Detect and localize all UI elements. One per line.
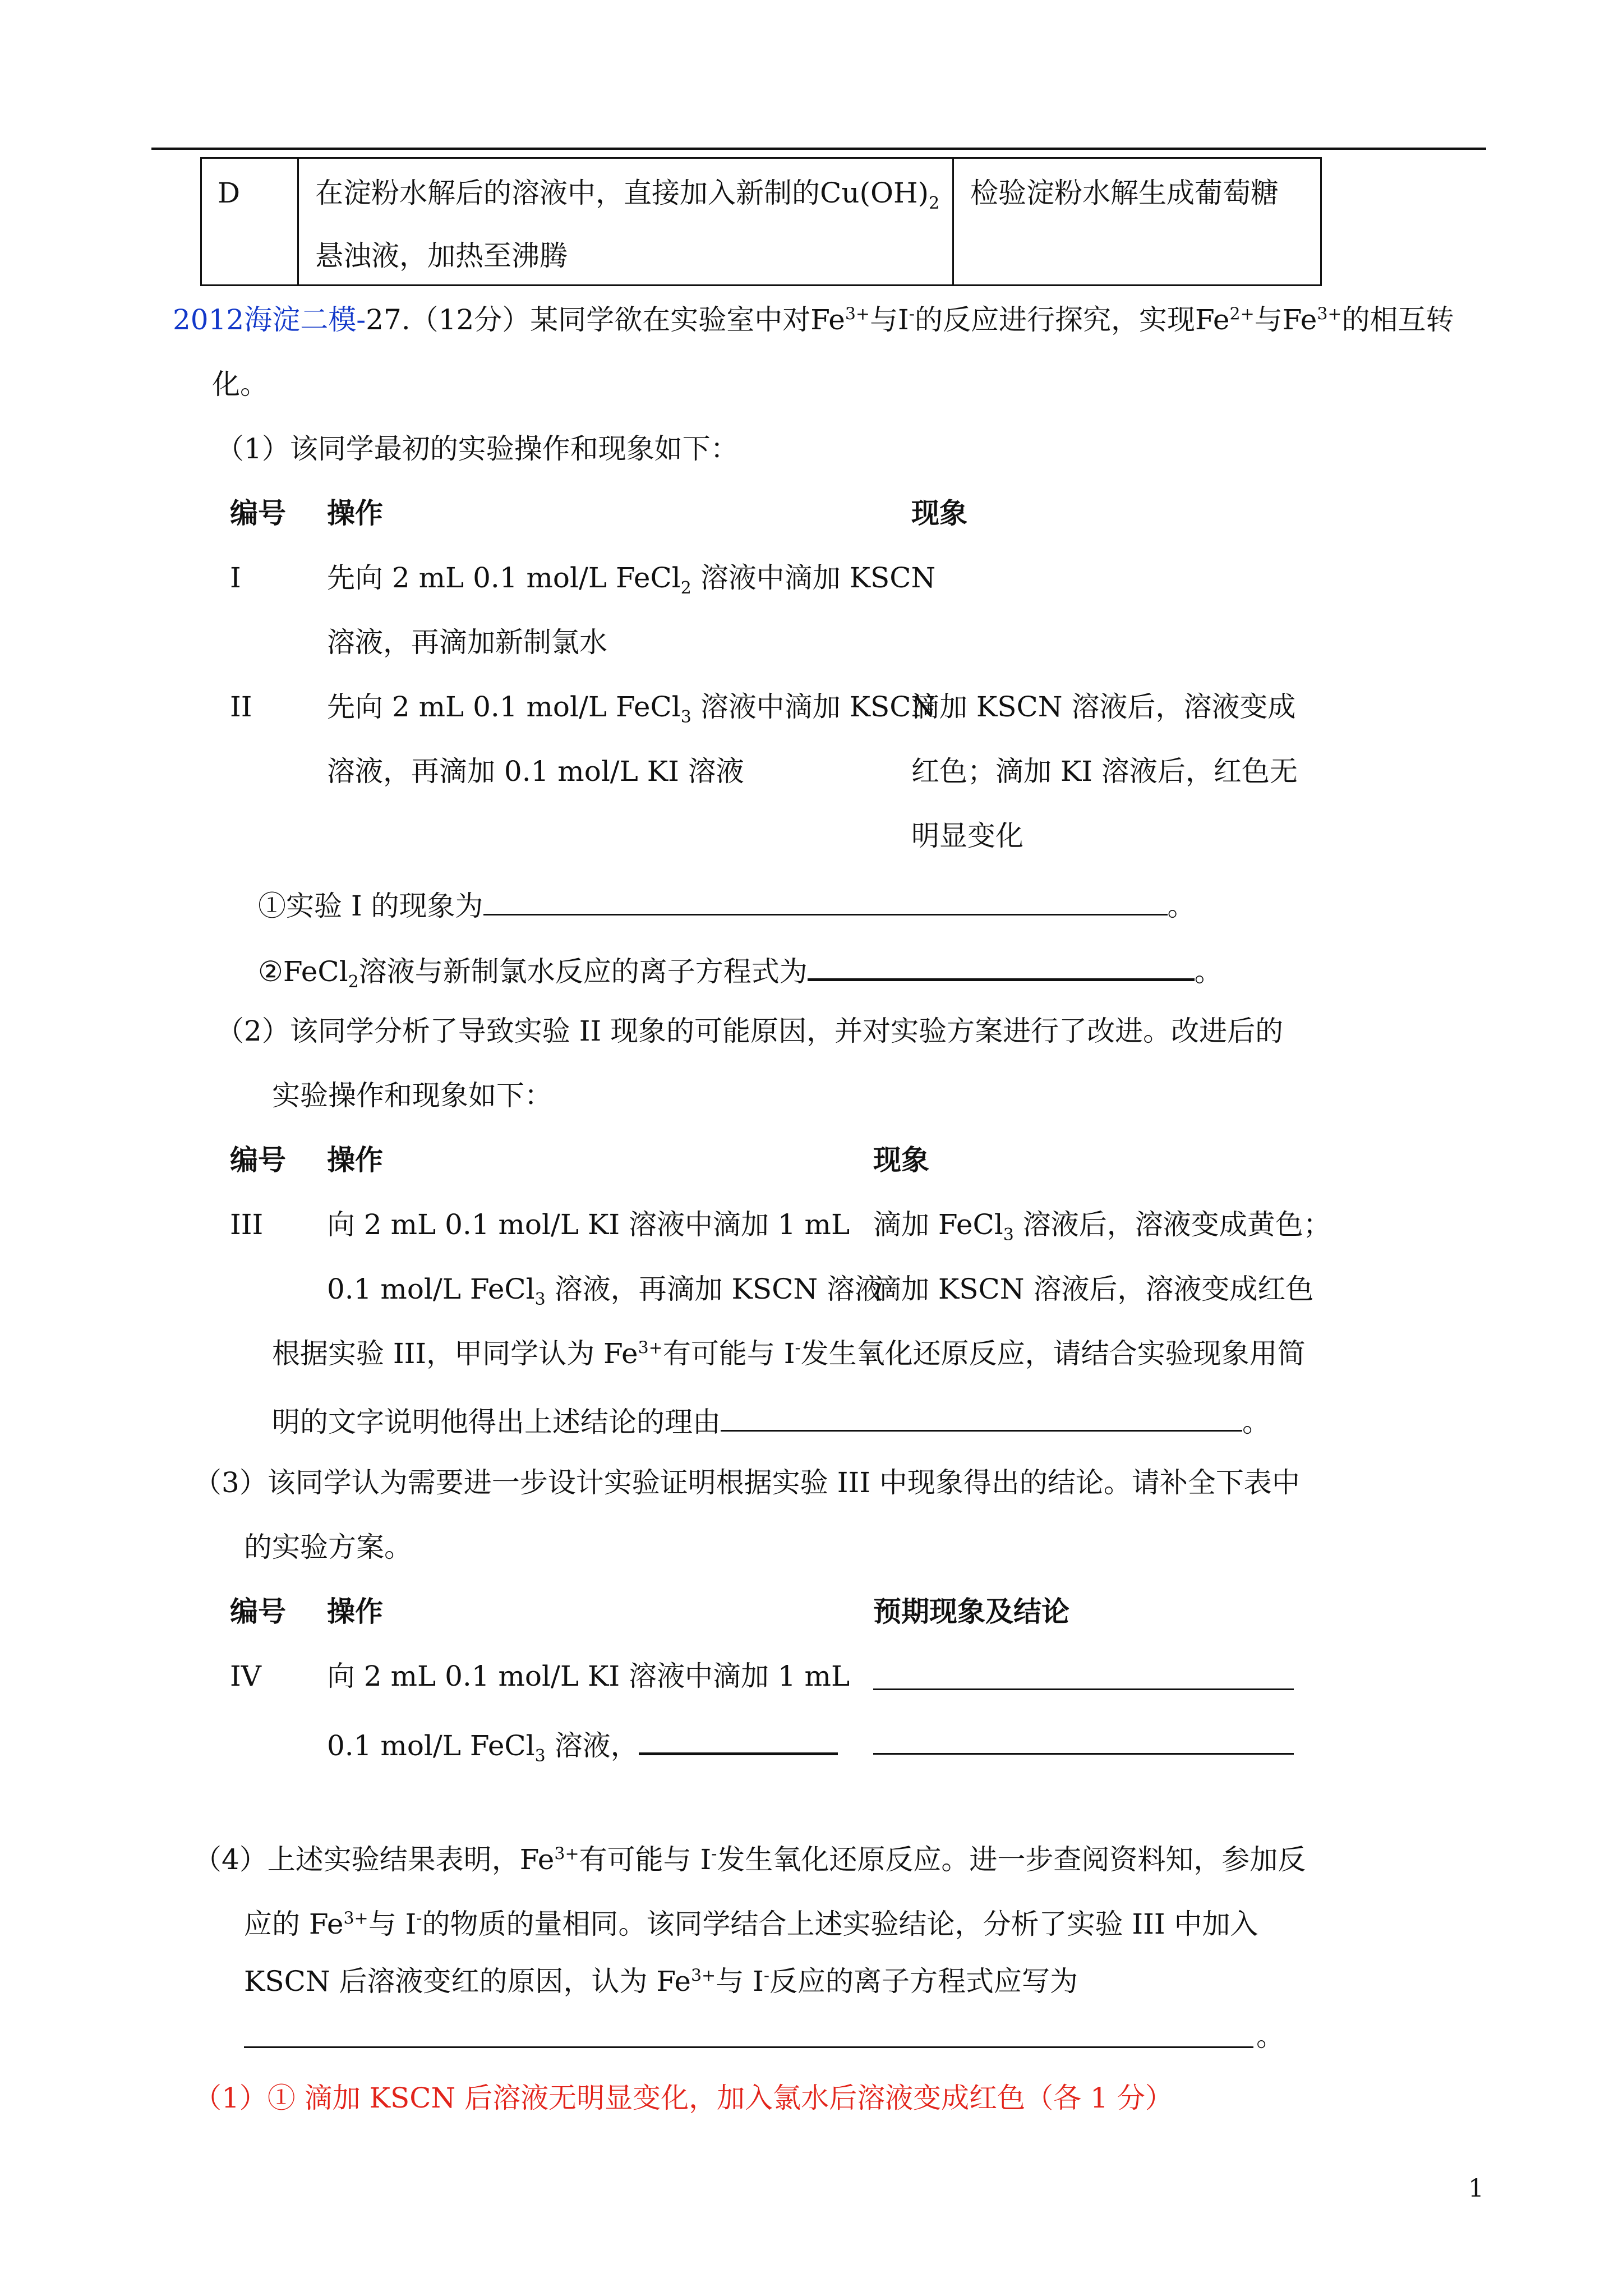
part2-explanation-cont: 明的文字说明他得出上述结论的理由 。: [272, 1404, 1270, 1436]
row-phenomenon-cont: 红色；滴加 KI 溶液后，红色无: [911, 755, 1298, 788]
answer-blank[interactable]: [808, 953, 1195, 981]
row-operation-cont: 0.1 mol/L FeCl$_3$ 溶液，再滴加 KSCN 溶液: [327, 1273, 883, 1309]
answer-blank[interactable]: [639, 1727, 838, 1755]
part2-explanation: 根据实验 III，甲同学认为 $Fe^{3+}$有可能与 I-发生氧化还原反应，请结合实验现象用简: [272, 1337, 1306, 1370]
part1-intro: （1）该同学最初的实验操作和现象如下：: [216, 432, 739, 465]
answer-blank-line[interactable]: [244, 2046, 1253, 2048]
answer-blank[interactable]: [721, 1404, 1242, 1432]
question-header: 2012海淀二模-27.（12分）某同学欲在实验室中对$Fe^{3+}$与I-的反应进行探究，实现$Fe^{2+}$与$Fe^{3+}$的相互转: [173, 303, 1454, 336]
table-cell-procedure-cont: 悬浊液，加热至沸腾: [315, 240, 568, 272]
answer-blank-line[interactable]: [873, 1753, 1294, 1755]
row-operation: 先向 2 mL 0.1 mol/L FeCl$_3$ 溶液中滴加 KSCN: [327, 691, 936, 727]
question-header-cont: 化。: [212, 368, 268, 401]
part3-intro: （3）该同学认为需要进一步设计实验证明根据实验 III 中现象得出的结论。请补全下表中: [193, 1466, 1300, 1499]
part2-intro-cont: 实验操作和现象如下：: [272, 1079, 552, 1112]
page-number: 1: [1468, 2174, 1484, 2203]
table-divider: [952, 159, 954, 284]
table-header-phenomenon: 现象: [873, 1143, 929, 1176]
table-header-expected: 预期现象及结论: [873, 1595, 1069, 1628]
table-header-number: 编号: [230, 1143, 286, 1176]
part4-text-cont: KSCN 后溶液变红的原因，认为 $Fe^{3+}$与 I-反应的离子方程式应写为: [244, 1965, 1078, 1998]
question-1-2: ②FeCl$_2$溶液与新制氯水反应的离子方程式为 。: [258, 953, 1223, 986]
row-operation: 先向 2 mL 0.1 mol/L FeCl$_2$ 溶液中滴加 KSCN: [327, 562, 936, 598]
row-number: III: [230, 1208, 264, 1241]
table-divider: [297, 159, 299, 284]
question-source: 2012海淀二模-: [173, 303, 366, 336]
row-number: I: [230, 562, 241, 594]
row-operation: 向 2 mL 0.1 mol/L KI 溶液中滴加 1 mL: [327, 1208, 850, 1241]
row-operation-cont: 溶液，再滴加新制氯水: [327, 626, 607, 659]
row-phenomenon-cont: 明显变化: [911, 820, 1023, 852]
row-operation-cont: 0.1 mol/L FeCl$_3$ 溶液，: [327, 1727, 838, 1760]
header-rule: [151, 148, 1486, 150]
part2-intro: （2）该同学分析了导致实验 II 现象的可能原因，并对实验方案进行了改进。改进后的: [216, 1015, 1284, 1047]
part4-text-cont: 应的 $Fe^{3+}$与 I-的物质的量相同。该同学结合上述实验结论，分析了实验 III 中加入: [244, 1908, 1258, 1940]
table-header-operation: 操作: [327, 1143, 383, 1176]
answer-blank-line[interactable]: [873, 1688, 1294, 1690]
table-cell-option: D: [218, 177, 241, 209]
row-operation: 向 2 mL 0.1 mol/L KI 溶液中滴加 1 mL: [327, 1660, 850, 1692]
answer-key: （1）① 滴加 KSCN 后溶液无明显变化，加入氯水后溶液变成红色（各 1 分）: [193, 2082, 1173, 2114]
table-header-operation: 操作: [327, 1595, 383, 1628]
row-phenomenon: 滴加 KSCN 溶液后，溶液变成: [911, 691, 1296, 723]
row-number: II: [230, 691, 252, 723]
row-number: IV: [230, 1660, 261, 1692]
row-operation-cont: 溶液，再滴加 0.1 mol/L KI 溶液: [327, 755, 744, 788]
row-phenomenon-cont: 滴加 KSCN 溶液后，溶液变成红色: [873, 1273, 1314, 1305]
table-header-number: 编号: [230, 496, 286, 530]
answer-blank[interactable]: [483, 888, 1168, 915]
part4-period: 。: [1256, 2020, 1284, 2053]
table-header-number: 编号: [230, 1595, 286, 1628]
part3-intro-cont: 的实验方案。: [244, 1531, 412, 1563]
table-header-phenomenon: 现象: [911, 496, 967, 530]
row-phenomenon: 滴加 FeCl$_3$ 溶液后，溶液变成黄色；: [873, 1208, 1331, 1245]
part4-text: （4）上述实验结果表明，$Fe^{3+}$有可能与 I-发生氧化还原反应。进一步查阅资料知，参加反: [193, 1843, 1306, 1876]
table-cell-purpose: 检验淀粉水解生成葡萄糖: [970, 177, 1279, 209]
question-1-1: ①实验 I 的现象为 。: [258, 888, 1196, 920]
top-table: [200, 157, 1322, 286]
table-cell-procedure: 在淀粉水解后的溶液中，直接加入新制的$Cu(OH)_2$: [315, 177, 940, 213]
table-header-operation: 操作: [327, 496, 383, 530]
